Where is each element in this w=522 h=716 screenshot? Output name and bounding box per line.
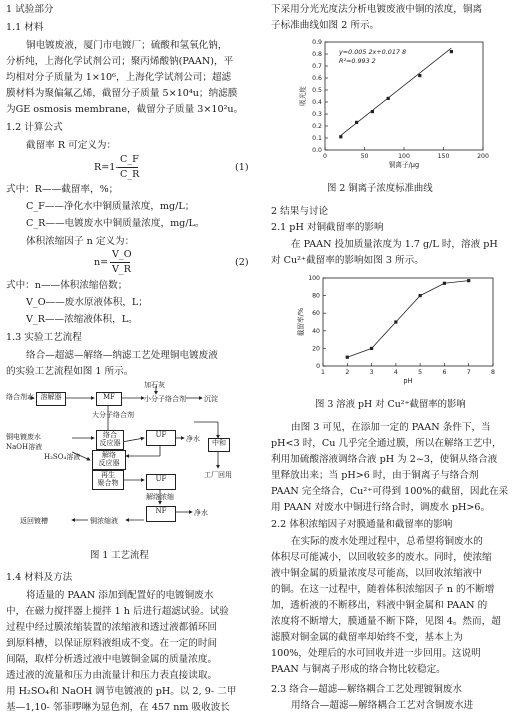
eq1-denominator: C_R — [120, 169, 140, 180]
x-tick-label: 5 — [418, 369, 423, 376]
y-tick-label: 0.7 — [312, 63, 322, 70]
eq2-numerator: V_O — [112, 249, 132, 260]
body-line: 浓度将不断增大，膜通量不断下降，见图 4。然而，超 — [271, 616, 501, 627]
y-axis-label: 截留率/% — [297, 307, 305, 337]
body-line: 分析纯，上海化学试剂公司；聚丙烯酸钠(PAAN)，平 — [6, 56, 234, 67]
data-point — [346, 356, 349, 359]
body-line: C_F——净化水中铜质量浓度，mg/L； — [26, 201, 195, 212]
label-macro-complex: 大分子络合剂 — [92, 411, 134, 419]
figure-2-chart — [281, 36, 511, 178]
y-tick-label: 20 — [312, 345, 320, 353]
y-tick-label: 0.6 — [312, 75, 322, 82]
body-line: 截留率 R 可定义为： — [26, 140, 117, 151]
body-line: 利用加硫酸溶液调络合液 pH 为 2~3，使铜从络合液 — [271, 454, 498, 465]
body-line: 对 Cu²⁺截留率的影响如图 3 所示。 — [271, 255, 424, 266]
label-cu-conc: 铜浓缩液 — [90, 517, 118, 525]
body-line: PAAN 完全络合，Cu²⁺可得到 100%的截留，因此在采 — [271, 486, 509, 497]
subsection-heading-1-4: 1.4 材料及方法 — [6, 572, 73, 583]
x-tick-label: 6 — [442, 369, 447, 376]
data-point — [355, 121, 358, 124]
body-line: V_R——浓缩液体积，L。 — [26, 314, 138, 325]
body-line: 过程中经过膜浓缩装置的浓缩液和透过液都循环回 — [6, 622, 218, 633]
x-tick-label: 4 — [393, 369, 398, 376]
x-tick-label: 50 — [360, 153, 369, 160]
data-point — [418, 74, 421, 77]
subsection-heading-1-3: 1.3 实验工艺流程 — [6, 332, 82, 343]
y-tick-label: 0 — [316, 363, 320, 370]
figure-1-caption: 图 1 工艺流程 — [90, 550, 149, 561]
body-line: 络合—超滤—解络—纳滤工艺处理铜电镀废液 — [26, 350, 218, 361]
subsection-heading-1-2: 1.2 计算公式 — [6, 122, 63, 133]
figure-1-flowchart — [6, 380, 260, 538]
body-line: 下采用分光光度法分析电镀废液中铜的浓度，铜离 — [271, 4, 483, 15]
body-line: 用络合—超滤—解络耦合工艺对含铜废水进 — [291, 700, 474, 711]
label-cu-waste: 铜电镀废水 — [6, 433, 41, 441]
x-tick-label: 2 — [345, 369, 350, 376]
box-dissolve-tank: 溶解器 — [36, 392, 66, 406]
body-line: 膜材料为聚偏氟乙烯，截留分子质量 5×10⁴u；纳滤膜 — [6, 88, 238, 99]
body-line: 在 PAAN 投加质量浓度为 1.7 g/L 时，溶液 pH — [291, 239, 498, 250]
data-point — [443, 282, 446, 285]
subsection-heading-1-1: 1.1 材料 — [6, 22, 44, 33]
x-tick-label: 1 — [321, 369, 325, 376]
data-point — [467, 279, 470, 282]
body-line: 体积尽可能减小，以回收较多的废水。同时，使浓缩 — [271, 552, 492, 563]
series-line — [347, 281, 468, 358]
body-line: 加，透析液的不断移出，料液中铜金属和 PAAN 的 — [271, 600, 488, 611]
data-point — [370, 347, 373, 350]
label-decomp-conc: 解络浓缩 — [146, 493, 174, 501]
box-decomp-tank: 解络 反应器 — [92, 450, 126, 470]
box-nf: NF — [146, 506, 176, 522]
box-uf-2: UF — [146, 474, 176, 490]
body-line: PAAN 与铜离子形成的络合物比较稳定。 — [271, 664, 446, 675]
eq1-number: (1) — [235, 162, 249, 173]
body-line: 为GE osmosis membrane，截留分子质量 3×10²u。 — [6, 104, 244, 115]
section-heading-2: 2 结果与讨论 — [271, 206, 329, 217]
fraction-bar — [110, 262, 130, 263]
eq1-numerator: C_F — [120, 154, 139, 165]
data-point — [450, 50, 453, 53]
eq1-lhs: R=1- — [94, 162, 119, 173]
body-line: 100%，处理后的水可回收并进一步回用。这说明 — [271, 648, 481, 659]
body-line: 基—1,10- 邻菲啰啉为显色剂，在 457 nm 吸收波长 — [6, 702, 230, 713]
body-line: 用 H₂SO₄和 NaOH 调节电镀液的 pH。以 2, 9- 二甲 — [6, 686, 237, 697]
eq2-number: (2) — [235, 257, 249, 268]
figure-3-caption: 图 3 溶液 pH 对 Cu²⁺截留率的影响 — [315, 399, 466, 410]
body-line: 在实际的废水处理过程中，总希望将铜废水的 — [291, 536, 483, 547]
y-tick-label: 0.0 — [312, 147, 322, 154]
y-tick-label: 0.1 — [312, 135, 322, 142]
fraction-bar — [118, 167, 138, 168]
label-industrial-use: 工厂回用 — [204, 471, 232, 479]
body-line: pH<3 时，Cu 几乎完全通过膜，所以在解络工艺中， — [271, 438, 502, 449]
body-line: 液中铜金属的质量浓度尽可能高，以回收浓缩液中 — [271, 568, 483, 579]
data-point — [419, 294, 422, 297]
x-tick-label: 200 — [477, 153, 489, 160]
equation-1 — [94, 154, 254, 182]
body-line: 子标准曲线如图 2 所示。 — [271, 20, 380, 31]
x-tick-label: 7 — [466, 369, 471, 376]
y-tick-label: 60 — [312, 310, 320, 318]
label-naoh: NaOH溶液 — [6, 443, 43, 451]
subsection-heading-2-2: 2.2 体积浓缩因子对膜通量和截留率的影响 — [271, 519, 453, 530]
label-clean-water-1: 净水 — [186, 435, 200, 443]
fit-r-squared: R²=0.993 2 — [339, 57, 376, 65]
data-point — [387, 97, 390, 100]
label-raw-water: 络合剂水 — [6, 393, 34, 401]
x-tick-label: 3 — [369, 369, 374, 376]
body-line: 透过液的流量和压力由流量计和压力表直接读取。 — [6, 670, 218, 681]
body-line: 均相对分子质量为 1×10⁶，上海化学试剂公司；超滤 — [6, 72, 232, 83]
y-axis-label: 吸光度 — [299, 86, 307, 106]
equation-2 — [94, 249, 254, 277]
subsection-heading-2-3: 2.3 络合—超滤—解络耦合工艺处理镀铜废水 — [271, 684, 462, 695]
y-tick-label: 0.9 — [312, 39, 322, 46]
y-tick-label: 80 — [312, 292, 320, 300]
x-tick-label: 8 — [491, 369, 495, 376]
fit-equation: y=0.005 2x+0.017 8 — [339, 48, 407, 56]
x-tick-label: 150 — [437, 153, 450, 160]
x-tick-label: 0 — [323, 153, 327, 160]
body-line: C_R——电镀废水中铜质量浓度，mg/L。 — [26, 218, 205, 229]
body-line: 铜电镀废液，厦门市电镀厂；硫酸和氢氧化钠， — [26, 40, 228, 51]
body-line: 体积浓缩因子 n 定义为： — [26, 236, 135, 247]
body-line: 由图 3 可见，在添加一定的 PAAN 条件下，当 — [291, 422, 491, 433]
box-uf-1: UF — [146, 430, 176, 446]
y-tick-label: 0.4 — [312, 99, 322, 106]
y-tick-label: 40 — [312, 327, 320, 335]
body-line: 用 PAAN 对废水中铜进行络合时，调废水 pH>6。 — [271, 502, 491, 513]
y-tick-label: 0.5 — [312, 87, 322, 94]
label-add-lime: 加石灰 — [144, 381, 165, 389]
x-tick-label: 100 — [398, 153, 410, 160]
body-line: 将适量的 PAAN 添加到配置好的电镀铜废水 — [26, 590, 214, 601]
body-line: 到原料槽，以保证原料液组成不变。在一定的时间 — [6, 638, 218, 649]
body-line: 式中：R——截留率，%； — [6, 184, 119, 195]
body-line: 里释放出来；当 pH>6 时，由于铜离子与络合剂 — [271, 470, 479, 481]
data-point — [394, 320, 397, 323]
eq2-lhs: n= — [94, 257, 109, 268]
y-tick-label: 0.2 — [312, 123, 322, 130]
figure-2-caption: 图 2 铜离子浓度标准曲线 — [327, 183, 433, 194]
body-line: 的铜。在这一过程中，随着体积浓缩因子 n 的不断增 — [271, 584, 495, 595]
y-tick-label: 0.3 — [312, 111, 322, 118]
label-clean-water-2: 净水 — [194, 509, 208, 517]
label-small-molecule: 小分子络合剂 — [144, 395, 186, 403]
y-tick-label: 0.8 — [312, 51, 322, 58]
body-line: 式中：n——体积浓缩倍数； — [6, 280, 128, 291]
body-line: 的实验工艺流程如图 1 所示。 — [6, 366, 134, 377]
x-axis-label: pH — [403, 377, 413, 385]
data-point — [339, 135, 342, 138]
plot-frame — [323, 278, 493, 366]
data-point — [371, 110, 374, 113]
y-tick-label: 100 — [308, 275, 320, 282]
box-neutralize: 中和 — [208, 438, 230, 452]
section-heading-1: 1 试验部分 — [6, 4, 54, 15]
label-sediment: 沉淀 — [204, 395, 218, 403]
box-complex-tank: 络合 反应器 — [96, 430, 124, 450]
body-line: 中，在磁力搅拌器上搅拌 1 h 后进行超滤试验。试验 — [6, 606, 229, 617]
box-mf: MF — [96, 392, 122, 406]
label-h2so4: H₂SO₄溶液 — [44, 453, 81, 461]
subsection-heading-2-1: 2.1 pH 对铜截留率的影响 — [271, 222, 384, 233]
body-line: 间隔，取样分析透过液中电镀铜金属的质量浓度。 — [6, 654, 218, 665]
figure-3-chart — [281, 272, 511, 392]
x-axis-label: 铜离子/μg — [388, 161, 420, 169]
label-return-tank: 返回镀槽 — [20, 517, 48, 525]
box-regen-polymer: 再生 聚合物 — [92, 470, 124, 490]
body-line: V_O——废水原液体积，L； — [26, 297, 148, 308]
eq2-denominator: V_R — [112, 264, 131, 275]
body-line: 滤膜对铜金属的截留率却始终不变，基本上为 — [271, 632, 463, 643]
